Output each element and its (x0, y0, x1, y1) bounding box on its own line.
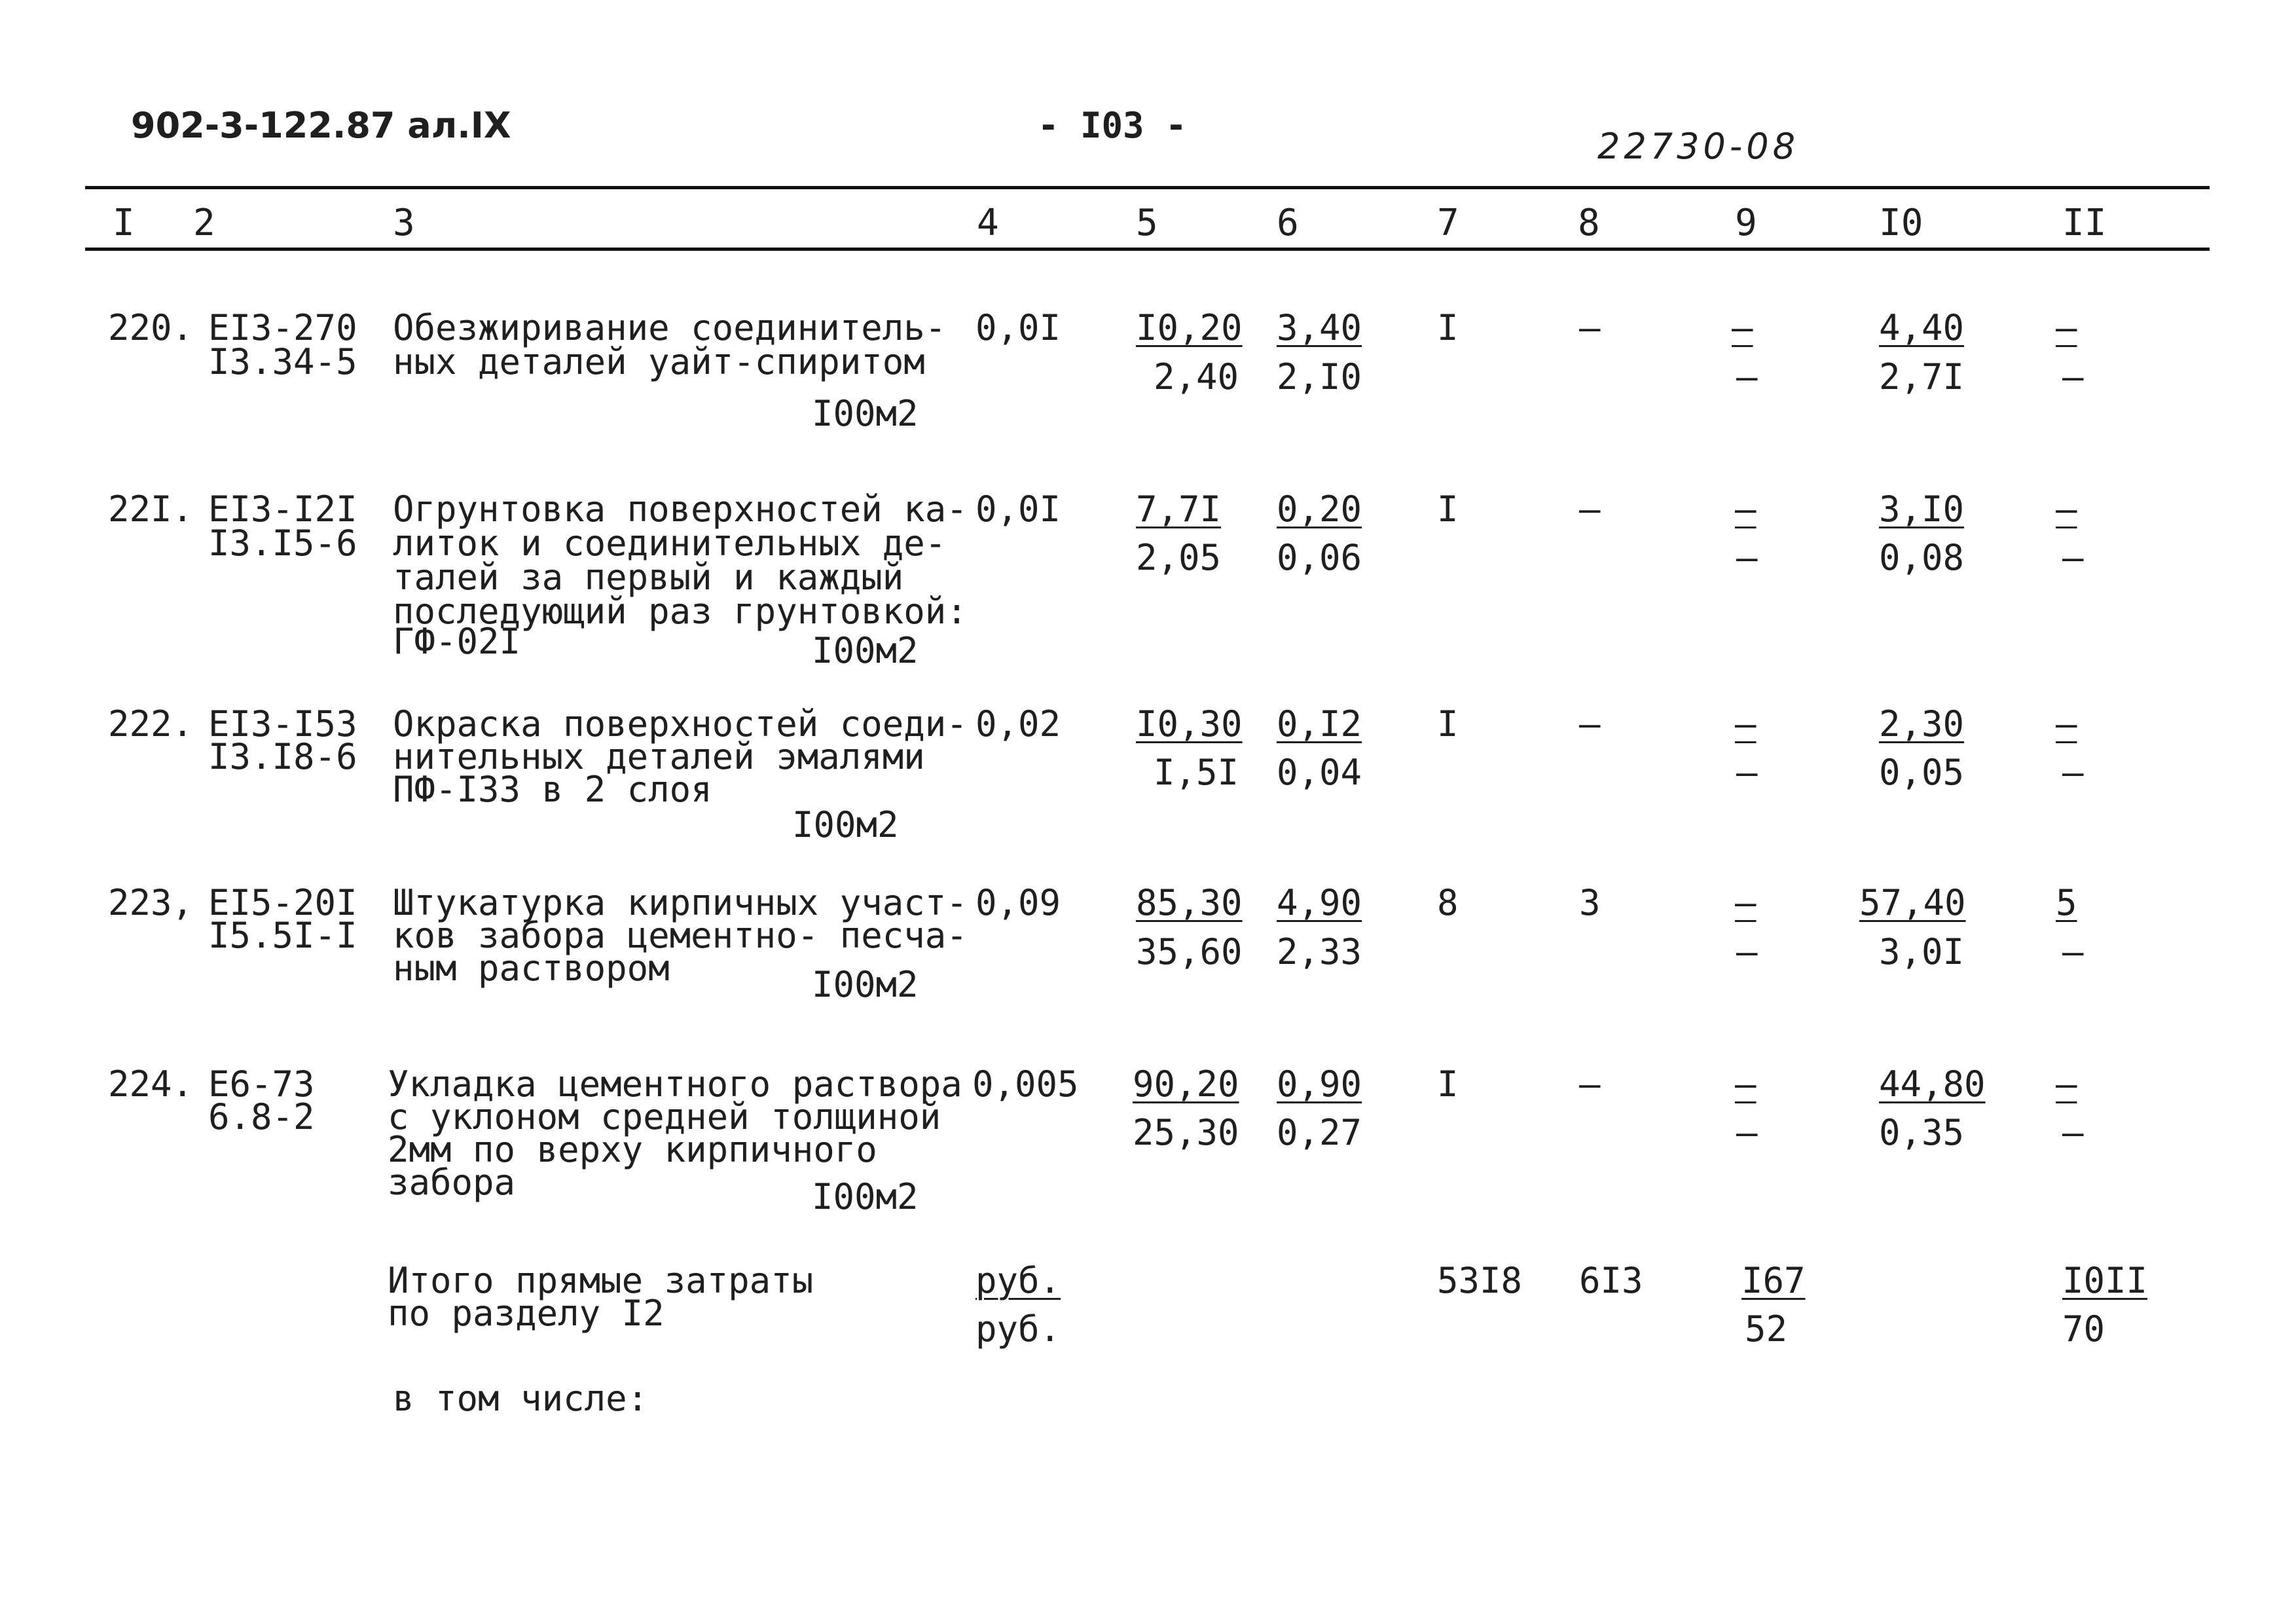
page-number: - I03 - (1038, 105, 1187, 146)
row-col11-bottom: – (2062, 1112, 2084, 1153)
row-col9-top: – (1735, 703, 1757, 745)
row-col10-bottom: 3,0I (1879, 931, 1965, 972)
row-col5-bottom: 35,60 (1136, 931, 1243, 972)
row-col7: I (1437, 307, 1459, 348)
row-col9-bottom: – (1736, 931, 1758, 972)
row-col8: 3 (1579, 882, 1601, 923)
row-number: 22I. (108, 489, 194, 530)
archive-number: 22730-08 (1597, 126, 1799, 167)
total-label-line: по разделу I2 (388, 1293, 665, 1334)
col-9-label: 9 (1735, 202, 1757, 244)
row-col9-top: – (1732, 307, 1753, 348)
row-unit: I00м2 (812, 630, 919, 671)
row-code-primary: EI3-270 (208, 307, 357, 348)
row-col10-bottom: 2,7I (1879, 356, 1965, 397)
row-description-line: забора (388, 1162, 516, 1203)
row-col8: – (1579, 703, 1601, 745)
row-col10-top: 3,I0 (1879, 489, 1965, 530)
row-code-secondary: 6.8-2 (208, 1096, 315, 1137)
row-col6-bottom: 2,I0 (1277, 356, 1362, 397)
row-unit: I00м2 (812, 393, 919, 434)
row-col4: 0,02 (975, 703, 1061, 745)
row-col9-top: – (1735, 489, 1757, 530)
row-unit: I00м2 (792, 804, 899, 845)
row-col9-top: – (1735, 1063, 1757, 1105)
col-2-label: 2 (193, 202, 215, 244)
row-col9-bottom: – (1736, 752, 1758, 793)
row-description-line: последующий раз грунтовкой: (393, 591, 968, 632)
row-col11-top: – (2056, 307, 2077, 348)
row-col11-bottom: – (2062, 356, 2084, 397)
row-code-secondary: I3.I5-6 (208, 523, 357, 564)
row-col4: 0,0I (975, 489, 1061, 530)
col-5-label: 5 (1136, 202, 1158, 244)
row-description-line: 2мм по верху кирпичного (388, 1129, 877, 1170)
row-col7: I (1437, 1063, 1459, 1105)
row-col5-bottom: 25,30 (1133, 1112, 1239, 1153)
row-col5-top: I0,30 (1136, 703, 1243, 745)
row-code-primary: EI3-I2I (208, 489, 357, 530)
row-col9-top: – (1735, 882, 1757, 923)
top-rule (85, 186, 2210, 189)
row-col10-top: 2,30 (1879, 703, 1965, 745)
row-col7: 8 (1437, 882, 1459, 923)
col-1-label: I (113, 202, 135, 244)
row-col8: – (1579, 489, 1601, 530)
row-col7: I (1437, 489, 1459, 530)
row-col5-top: 7,7I (1136, 489, 1222, 530)
total-unit-bottom: руб. (975, 1308, 1061, 1350)
row-description-line: Огрунтовка поверхностей ка- (393, 489, 968, 530)
row-col11-top: – (2056, 1063, 2077, 1105)
row-col6-top: 3,40 (1277, 307, 1362, 348)
row-col6-bottom: 0,04 (1277, 752, 1362, 793)
row-number: 224. (108, 1063, 194, 1105)
row-col6-top: 0,I2 (1277, 703, 1362, 745)
row-description-line: ных деталей уайт-спиритом (393, 341, 925, 382)
row-col10-top: 4,40 (1879, 307, 1965, 348)
row-description-line: с уклоном средней толщиной (388, 1096, 941, 1137)
row-col11-bottom: – (2062, 931, 2084, 972)
row-col4: 0,0I (975, 307, 1061, 348)
row-description-line: ПФ-I33 в 2 слоя (393, 769, 712, 810)
row-unit: I00м2 (812, 1176, 919, 1217)
row-col6-bottom: 0,06 (1277, 537, 1362, 578)
row-code-secondary: I5.5I-I (208, 915, 357, 956)
col-3-label: 3 (393, 202, 415, 244)
row-col5-bottom: 2,40 (1154, 356, 1239, 397)
row-description-line: литок и соединительных де- (393, 523, 947, 564)
row-col5-bottom: 2,05 (1136, 537, 1222, 578)
row-code-primary: EI3-I53 (208, 703, 357, 745)
row-col9-bottom: – (1736, 1112, 1758, 1153)
row-description-line: талей за первый и каждый (393, 557, 904, 598)
total-col8: 6I3 (1579, 1260, 1643, 1301)
row-code-primary: EI5-20I (208, 882, 357, 923)
col-7-label: 7 (1437, 202, 1459, 244)
total-label-line: Итого прямые затраты (388, 1260, 814, 1301)
row-col10-bottom: 0,35 (1879, 1112, 1965, 1153)
row-description-line: ков забора цементно- песча- (393, 915, 968, 956)
row-col10-top: 57,40 (1859, 882, 1966, 923)
total-unit-top: руб. (975, 1260, 1061, 1301)
row-number: 222. (108, 703, 194, 745)
row-col10-top: 44,80 (1879, 1063, 1986, 1105)
row-unit: I00м2 (812, 964, 919, 1005)
row-number: 223, (108, 882, 194, 923)
row-col8: – (1579, 307, 1601, 348)
total-col11-top: I0II (2062, 1260, 2148, 1301)
row-col9-bottom: – (1736, 356, 1758, 397)
row-description-line: нительных деталей эмалями (393, 736, 925, 777)
row-description-line: Окраска поверхностей соеди- (393, 703, 968, 745)
row-description-line: Обезжиривание соединитель- (393, 307, 947, 348)
row-number: 220. (108, 307, 194, 348)
row-col6-bottom: 0,27 (1277, 1112, 1362, 1153)
row-col6-top: 0,20 (1277, 489, 1362, 530)
row-code-secondary: I3.I8-6 (208, 736, 357, 777)
row-col11-bottom: – (2062, 537, 2084, 578)
col-6-label: 6 (1277, 202, 1299, 244)
col-11-label: II (2062, 202, 2107, 244)
row-description-line: Штукатурка кирпичных участ- (393, 882, 968, 923)
row-code-primary: E6-73 (208, 1063, 315, 1105)
row-col11-top: 5 (2056, 882, 2077, 923)
total-col11-bottom: 70 (2062, 1308, 2105, 1350)
col-8-label: 8 (1578, 202, 1600, 244)
row-col11-top: – (2056, 489, 2077, 530)
row-col6-bottom: 2,33 (1277, 931, 1362, 972)
total-col9-bottom: 52 (1745, 1308, 1788, 1350)
row-col7: I (1437, 703, 1459, 745)
row-col4: 0,09 (975, 882, 1061, 923)
row-col5-top: I0,20 (1136, 307, 1243, 348)
row-col11-top: – (2056, 703, 2077, 745)
row-col11-bottom: – (2062, 752, 2084, 793)
row-col5-top: 90,20 (1133, 1063, 1239, 1105)
row-description-line: ГФ-02I (393, 621, 521, 662)
document-code: 902-3-122.87 ал.IX (131, 105, 511, 146)
row-col4: 0,005 (972, 1063, 1079, 1105)
row-col5-top: 85,30 (1136, 882, 1243, 923)
row-col6-top: 0,90 (1277, 1063, 1362, 1105)
row-description-line: Укладка цементного раствора (388, 1063, 962, 1105)
row-col8: – (1579, 1063, 1601, 1105)
total-col9-top: I67 (1741, 1260, 1806, 1301)
row-col6-top: 4,90 (1277, 882, 1362, 923)
row-col10-bottom: 0,08 (1879, 537, 1965, 578)
row-col10-bottom: 0,05 (1879, 752, 1965, 793)
row-description-line: ным раствором (393, 948, 670, 989)
row-col9-bottom: – (1736, 537, 1758, 578)
row-code-secondary: I3.34-5 (208, 341, 357, 382)
col-4-label: 4 (977, 202, 999, 244)
header-rule (85, 248, 2210, 251)
col-10-label: I0 (1879, 202, 1923, 244)
total-col7: 53I8 (1437, 1260, 1523, 1301)
including-label: в том числе: (393, 1378, 649, 1419)
row-col5-bottom: I,5I (1154, 752, 1239, 793)
